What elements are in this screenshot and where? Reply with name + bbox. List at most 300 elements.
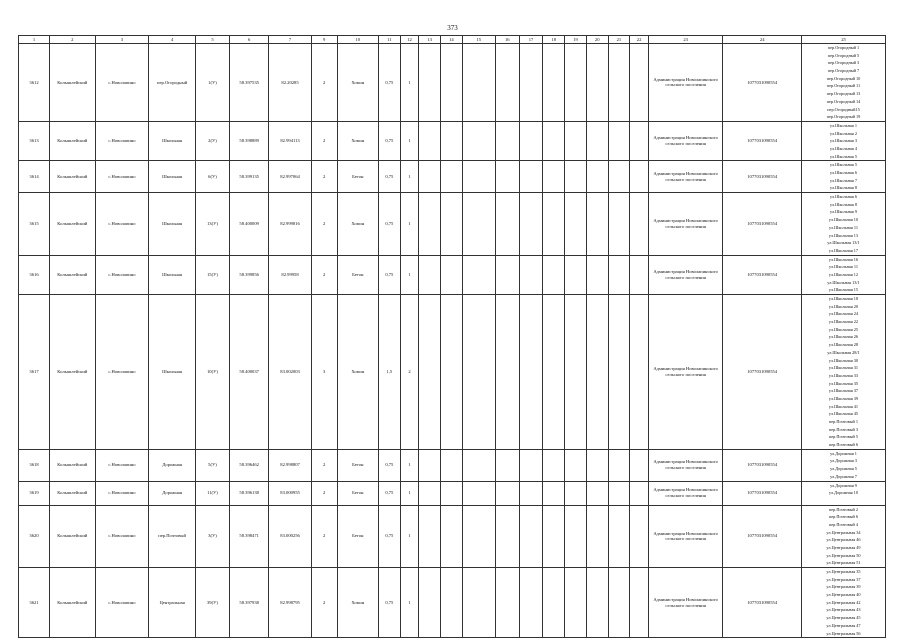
- registry-table: [18, 35, 886, 638]
- cell-point: 39(У): [195, 568, 229, 638]
- cell-addresses: [802, 255, 886, 294]
- cell-district: Колышлейский: [50, 449, 96, 481]
- cell-no: 3614: [19, 161, 50, 193]
- address-line: ул.Школьная 35: [828, 380, 859, 386]
- address-line: пер.Почтовый 4: [828, 521, 859, 527]
- cell-owner: Администрация Новолапинского сельского поселения: [648, 568, 722, 638]
- address-line: ул.Школьная 18: [828, 296, 859, 301]
- cell-no: 3617: [19, 295, 50, 450]
- cell-owner: Администрация Новолапинского сельского поселения: [648, 193, 722, 256]
- address-line: пер.Огородный 1: [827, 45, 860, 50]
- cell-surface: Хомон: [337, 568, 378, 638]
- cell-owner: Администрация Новолапинского сельского поселения: [648, 505, 722, 568]
- address-line: ул.Центральная 37: [826, 576, 861, 582]
- address-line: ул.Школьная 28: [828, 342, 859, 348]
- column-header: 3: [95, 36, 149, 44]
- cell-empty: [586, 568, 608, 638]
- cell-empty: [586, 44, 608, 122]
- cell-empty: [462, 568, 495, 638]
- address-line: ул.Школьная 11: [829, 264, 858, 270]
- cell-empty: [519, 255, 543, 294]
- address-line: ул.Центральная 43: [826, 607, 861, 613]
- cell-owner: Администрация Новолапинского сельского поселения: [648, 121, 722, 160]
- address-line: пер.Почтовый 1: [828, 419, 859, 424]
- cell-ogrn: 1077031090554: [723, 121, 802, 160]
- column-header: 1: [19, 36, 50, 44]
- cell-lat: 58.400009: [230, 193, 269, 256]
- address-line: ул.Школьная 25: [828, 326, 859, 332]
- cell-no: 3616: [19, 255, 50, 294]
- cell-volume: 0,75: [378, 505, 400, 568]
- column-header: 15: [462, 36, 495, 44]
- cell-settlement: с.Новолапино: [95, 481, 149, 505]
- cell-empty: [565, 481, 587, 505]
- cell-point: 15(У): [195, 255, 229, 294]
- cell-empty: [462, 121, 495, 160]
- column-header: 18: [543, 36, 565, 44]
- cell-ogrn: 1077031090554: [723, 568, 802, 638]
- cell-containers: 2: [311, 161, 337, 193]
- cell-qty: 1: [400, 481, 419, 505]
- address-line: ул.Центральная 56: [826, 630, 861, 636]
- address-line: ул.Школьная 28/1: [827, 349, 860, 355]
- cell-surface: Хомон: [337, 193, 378, 256]
- address-line: ул.Школьная 3: [830, 138, 857, 144]
- address-line: ул.Школьная 15: [828, 287, 859, 293]
- cell-empty: [519, 481, 543, 505]
- cell-addresses: [802, 121, 886, 160]
- cell-empty: [543, 449, 565, 481]
- cell-empty: [608, 44, 630, 122]
- table-row: [19, 449, 886, 481]
- address-line: ул.Школьная 13: [828, 232, 859, 238]
- address-line: ул.Центральная 50: [826, 552, 861, 558]
- address-line: ул.Школьная 10: [828, 217, 859, 223]
- cell-empty: [519, 193, 543, 256]
- cell-street: Школьная: [149, 255, 196, 294]
- cell-no: 3618: [19, 449, 50, 481]
- cell-empty: [519, 505, 543, 568]
- address-line: ул.Центральная 35: [826, 569, 861, 574]
- cell-settlement: с.Новолапино: [95, 505, 149, 568]
- cell-lat: 58.398471: [230, 505, 269, 568]
- cell-addresses: [802, 505, 886, 568]
- cell-empty: [441, 568, 463, 638]
- cell-no: 3612: [19, 44, 50, 122]
- column-header: 4: [149, 36, 196, 44]
- address-line: пер.Почтовый 2: [828, 506, 859, 512]
- cell-empty: [543, 161, 565, 193]
- cell-empty: [608, 255, 630, 294]
- address-line: ул.Школьная 45: [828, 411, 859, 417]
- cell-surface: Хомон: [337, 295, 378, 450]
- cell-ogrn: 1077031090554: [723, 193, 802, 256]
- cell-owner: Администрация Новолапинского сельского поселения: [648, 255, 722, 294]
- cell-lon: 82.999816: [269, 193, 311, 256]
- address-line: ул.Центральная 47: [826, 622, 861, 628]
- cell-volume: 0,75: [378, 449, 400, 481]
- cell-containers: 2: [311, 449, 337, 481]
- cell-settlement: с.Новолапино: [95, 44, 149, 122]
- table-row: [19, 481, 886, 505]
- address-line: ул.Школьная 31: [828, 365, 859, 371]
- address-line: ул.Школьная 30: [828, 357, 859, 363]
- cell-empty: [586, 295, 608, 450]
- cell-empty: [630, 449, 649, 481]
- cell-empty: [519, 295, 543, 450]
- cell-empty: [586, 255, 608, 294]
- cell-district: Колышлейский: [50, 161, 96, 193]
- address-line: ул.Школьная 13/1: [827, 240, 860, 246]
- cell-empty: [630, 161, 649, 193]
- address-line: ул.Школьная 41: [828, 403, 859, 409]
- cell-qty: 1: [400, 449, 419, 481]
- cell-addresses: [802, 295, 886, 450]
- cell-street: Центральная: [149, 568, 196, 638]
- cell-empty: [586, 161, 608, 193]
- cell-empty: [441, 481, 463, 505]
- cell-surface: Хомон: [337, 44, 378, 122]
- cell-volume: 0,75: [378, 161, 400, 193]
- address-line: ул.Школьная 26: [828, 334, 859, 340]
- cell-empty: [495, 121, 519, 160]
- address-line: ул.Школьная 8: [830, 185, 857, 191]
- cell-empty: [462, 44, 495, 122]
- cell-lon: 82.998807: [269, 449, 311, 481]
- cell-point: 5(У): [195, 449, 229, 481]
- cell-ogrn: 1077031090554: [723, 481, 802, 505]
- table-header-row: [19, 36, 886, 44]
- cell-point: 2(У): [195, 121, 229, 160]
- cell-volume: 0,75: [378, 44, 400, 122]
- column-header: 21: [608, 36, 630, 44]
- cell-empty: [543, 44, 565, 122]
- table-row: [19, 161, 886, 193]
- address-line: ул.Дорожная 9: [830, 482, 857, 488]
- cell-empty: [419, 255, 441, 294]
- cell-ogrn: 1077031090554: [723, 295, 802, 450]
- table-row: [19, 44, 886, 122]
- cell-empty: [419, 449, 441, 481]
- address-line: ул.Школьная 17: [828, 247, 859, 253]
- cell-empty: [419, 505, 441, 568]
- cell-district: Колышлейский: [50, 44, 96, 122]
- address-line: ул.Центральная 46: [826, 537, 861, 543]
- cell-empty: [608, 568, 630, 638]
- column-header: 19: [565, 36, 587, 44]
- address-line: пер.Почтовый 5: [828, 434, 859, 440]
- address-line: ул.Школьная 4: [830, 145, 857, 151]
- cell-containers: 2: [311, 568, 337, 638]
- address-line: ул.Школьная 8: [830, 201, 857, 207]
- cell-lat: 58.396462: [230, 449, 269, 481]
- cell-empty: [419, 193, 441, 256]
- table-row: [19, 255, 886, 294]
- cell-empty: [495, 295, 519, 450]
- cell-point: 10(У): [195, 295, 229, 450]
- cell-point: 1(У): [195, 44, 229, 122]
- table-row: [19, 121, 886, 160]
- column-header: 6: [230, 36, 269, 44]
- cell-street: пер.Огородный: [149, 44, 196, 122]
- cell-empty: [419, 121, 441, 160]
- cell-empty: [495, 481, 519, 505]
- address-line: пер.Почтовый 3: [828, 426, 859, 432]
- cell-settlement: с.Новолапино: [95, 255, 149, 294]
- cell-empty: [565, 193, 587, 256]
- cell-empty: [441, 44, 463, 122]
- cell-lon: 82.20285: [269, 44, 311, 122]
- column-header: 16: [495, 36, 519, 44]
- column-header: 12: [400, 36, 419, 44]
- cell-empty: [608, 481, 630, 505]
- address-line: ул.Центральная 39: [826, 584, 861, 590]
- cell-qty: 1: [400, 193, 419, 256]
- table-row: [19, 568, 886, 638]
- cell-owner: Администрация Новолапинского сельского поселения: [648, 44, 722, 122]
- column-header: 9: [311, 36, 337, 44]
- cell-addresses: [802, 481, 886, 505]
- cell-district: Колышлейский: [50, 295, 96, 450]
- cell-lat: 58.397535: [230, 44, 269, 122]
- address-line: пер.Огородный 14: [826, 98, 861, 104]
- address-line: ул.Дорожная 5: [830, 466, 857, 472]
- cell-empty: [495, 255, 519, 294]
- address-line: ул.Школьная 22: [828, 319, 859, 325]
- cell-empty: [419, 295, 441, 450]
- address-line: ул.Центральная 45: [826, 615, 861, 621]
- cell-empty: [462, 295, 495, 450]
- address-line: ул.Школьная 12: [828, 271, 859, 277]
- cell-volume: 0,75: [378, 255, 400, 294]
- cell-point: 11(У): [195, 481, 229, 505]
- cell-empty: [608, 193, 630, 256]
- cell-empty: [630, 505, 649, 568]
- address-line: ул.Центральная 51: [826, 560, 861, 566]
- address-line: ул.Дорожная 7: [830, 473, 857, 479]
- address-line: ул.Школьная 9: [830, 209, 857, 215]
- cell-empty: [630, 255, 649, 294]
- cell-lon: 83.002003: [269, 295, 311, 450]
- cell-no: 3619: [19, 481, 50, 505]
- cell-district: Колышлейский: [50, 255, 96, 294]
- cell-empty: [630, 568, 649, 638]
- cell-empty: [565, 255, 587, 294]
- cell-street: Дорожная: [149, 449, 196, 481]
- cell-empty: [441, 449, 463, 481]
- column-header: 25: [802, 36, 886, 44]
- column-header: 24: [723, 36, 802, 44]
- cell-ogrn: 1077031090554: [723, 505, 802, 568]
- cell-ogrn: 1077031090554: [723, 161, 802, 193]
- cell-district: Колышлейский: [50, 481, 96, 505]
- cell-empty: [543, 568, 565, 638]
- address-line: пер.Огородный 5: [827, 52, 860, 58]
- cell-containers: 2: [311, 481, 337, 505]
- cell-surface: Хомон: [337, 121, 378, 160]
- cell-street: пер.Почтовый: [149, 505, 196, 568]
- address-line: ул.Школьная 6: [830, 194, 857, 200]
- cell-empty: [565, 568, 587, 638]
- address-line: ул.Школьная 37: [828, 388, 859, 394]
- address-line: пер.Огородный 11: [826, 83, 861, 89]
- column-header: 14: [441, 36, 463, 44]
- cell-containers: 2: [311, 44, 337, 122]
- address-line: пер.Огородный 13: [826, 91, 861, 97]
- address-line: ул.Дорожная 1: [830, 450, 857, 456]
- cell-empty: [586, 121, 608, 160]
- cell-empty: [543, 295, 565, 450]
- cell-empty: [441, 295, 463, 450]
- cell-empty: [519, 568, 543, 638]
- address-line: пер.Огородный 3: [827, 60, 860, 66]
- cell-containers: 2: [311, 505, 337, 568]
- cell-empty: [586, 193, 608, 256]
- cell-empty: [565, 121, 587, 160]
- cell-empty: [419, 161, 441, 193]
- address-line: пер.Огородный 19: [826, 114, 861, 120]
- table-row: [19, 505, 886, 568]
- address-line: пер.Почтовый 6: [828, 442, 859, 448]
- cell-point: 6(У): [195, 161, 229, 193]
- cell-lat: 58.399135: [230, 161, 269, 193]
- cell-lon: 82.994113: [269, 121, 311, 160]
- cell-empty: [462, 449, 495, 481]
- cell-owner: Администрация Новолапинского сельского поселения: [648, 295, 722, 450]
- address-line: ул.Школьная 5: [830, 162, 857, 168]
- cell-containers: 2: [311, 193, 337, 256]
- address-line: ул.Школьная 7: [830, 177, 857, 183]
- cell-empty: [543, 481, 565, 505]
- cell-empty: [495, 505, 519, 568]
- cell-empty: [462, 481, 495, 505]
- cell-settlement: с.Новолапино: [95, 295, 149, 450]
- cell-empty: [462, 505, 495, 568]
- address-line: ул.Дорожная 10: [829, 490, 858, 496]
- address-line: ул.Школьная 11: [829, 224, 858, 230]
- cell-empty: [519, 161, 543, 193]
- cell-lon: 82.99958: [269, 255, 311, 294]
- cell-empty: [630, 295, 649, 450]
- cell-empty: [495, 44, 519, 122]
- cell-addresses: [802, 161, 886, 193]
- cell-volume: 0,75: [378, 568, 400, 638]
- cell-empty: [608, 295, 630, 450]
- address-line: ул.Центральная 42: [826, 599, 861, 605]
- cell-empty: [419, 44, 441, 122]
- cell-empty: [630, 481, 649, 505]
- cell-surface: Бетон: [337, 481, 378, 505]
- cell-surface: Бетон: [337, 505, 378, 568]
- cell-empty: [565, 161, 587, 193]
- column-header: 10: [337, 36, 378, 44]
- cell-lon: 83.000955: [269, 481, 311, 505]
- cell-empty: [565, 505, 587, 568]
- address-line: ул.Центральная 40: [826, 592, 861, 598]
- cell-empty: [519, 44, 543, 122]
- cell-containers: 2: [311, 121, 337, 160]
- cell-qty: 1: [400, 568, 419, 638]
- address-line: пер.Огородный 7: [827, 68, 860, 74]
- cell-empty: [565, 295, 587, 450]
- cell-settlement: с.Новолапино: [95, 568, 149, 638]
- address-line: ул.Дорожная 3: [830, 458, 857, 464]
- cell-empty: [441, 121, 463, 160]
- page-number: 373: [447, 24, 458, 32]
- cell-lat: 58.398889: [230, 121, 269, 160]
- cell-empty: [630, 44, 649, 122]
- cell-ogrn: 1077031090554: [723, 449, 802, 481]
- cell-street: Школьная: [149, 161, 196, 193]
- cell-empty: [495, 568, 519, 638]
- cell-empty: [543, 255, 565, 294]
- column-header: 13: [419, 36, 441, 44]
- cell-empty: [462, 161, 495, 193]
- cell-qty: 1: [400, 44, 419, 122]
- cell-empty: [608, 121, 630, 160]
- address-line: ул.Школьная 33: [828, 372, 859, 378]
- cell-empty: [519, 449, 543, 481]
- cell-point: 13(У): [195, 193, 229, 256]
- cell-lat: 58.397938: [230, 568, 269, 638]
- cell-lat: 58.399856: [230, 255, 269, 294]
- cell-containers: 3: [311, 295, 337, 450]
- cell-settlement: с.Новолапино: [95, 193, 149, 256]
- address-line: пер.Почтовый 6: [828, 514, 859, 520]
- cell-owner: Администрация Новолапинского сельского поселения: [648, 161, 722, 193]
- address-line: ул.Школьная 5: [830, 153, 857, 159]
- cell-no: 3621: [19, 568, 50, 638]
- cell-empty: [495, 193, 519, 256]
- column-header: 23: [648, 36, 722, 44]
- cell-settlement: с.Новолапино: [95, 121, 149, 160]
- cell-empty: [586, 449, 608, 481]
- column-header: 17: [519, 36, 543, 44]
- column-header: 22: [630, 36, 649, 44]
- cell-empty: [608, 505, 630, 568]
- cell-empty: [543, 505, 565, 568]
- cell-empty: [608, 449, 630, 481]
- cell-street: Дорожная: [149, 481, 196, 505]
- cell-owner: Администрация Новолапинского сельского поселения: [648, 449, 722, 481]
- cell-lat: 58.396138: [230, 481, 269, 505]
- cell-empty: [441, 193, 463, 256]
- column-header: 7: [269, 36, 311, 44]
- address-line: ул.Школьная 20: [828, 303, 859, 309]
- cell-lon: 82.998795: [269, 568, 311, 638]
- address-line: пер.Огородный 10: [826, 75, 861, 81]
- cell-lon: 82.997064: [269, 161, 311, 193]
- cell-point: 3(У): [195, 505, 229, 568]
- cell-empty: [441, 161, 463, 193]
- cell-empty: [608, 161, 630, 193]
- cell-empty: [586, 481, 608, 505]
- cell-empty: [495, 161, 519, 193]
- cell-district: Колышлейский: [50, 193, 96, 256]
- cell-empty: [543, 121, 565, 160]
- address-line: ул.Центральная 34: [826, 529, 861, 535]
- cell-addresses: [802, 568, 886, 638]
- cell-empty: [462, 193, 495, 256]
- cell-volume: 0,75: [378, 121, 400, 160]
- address-line: ул.Школьная 13/1: [827, 279, 860, 285]
- cell-district: Колышлейский: [50, 568, 96, 638]
- cell-empty: [462, 255, 495, 294]
- cell-qty: 1: [400, 505, 419, 568]
- address-line: ул.Школьная 2: [830, 130, 857, 136]
- cell-no: 3620: [19, 505, 50, 568]
- cell-empty: [419, 481, 441, 505]
